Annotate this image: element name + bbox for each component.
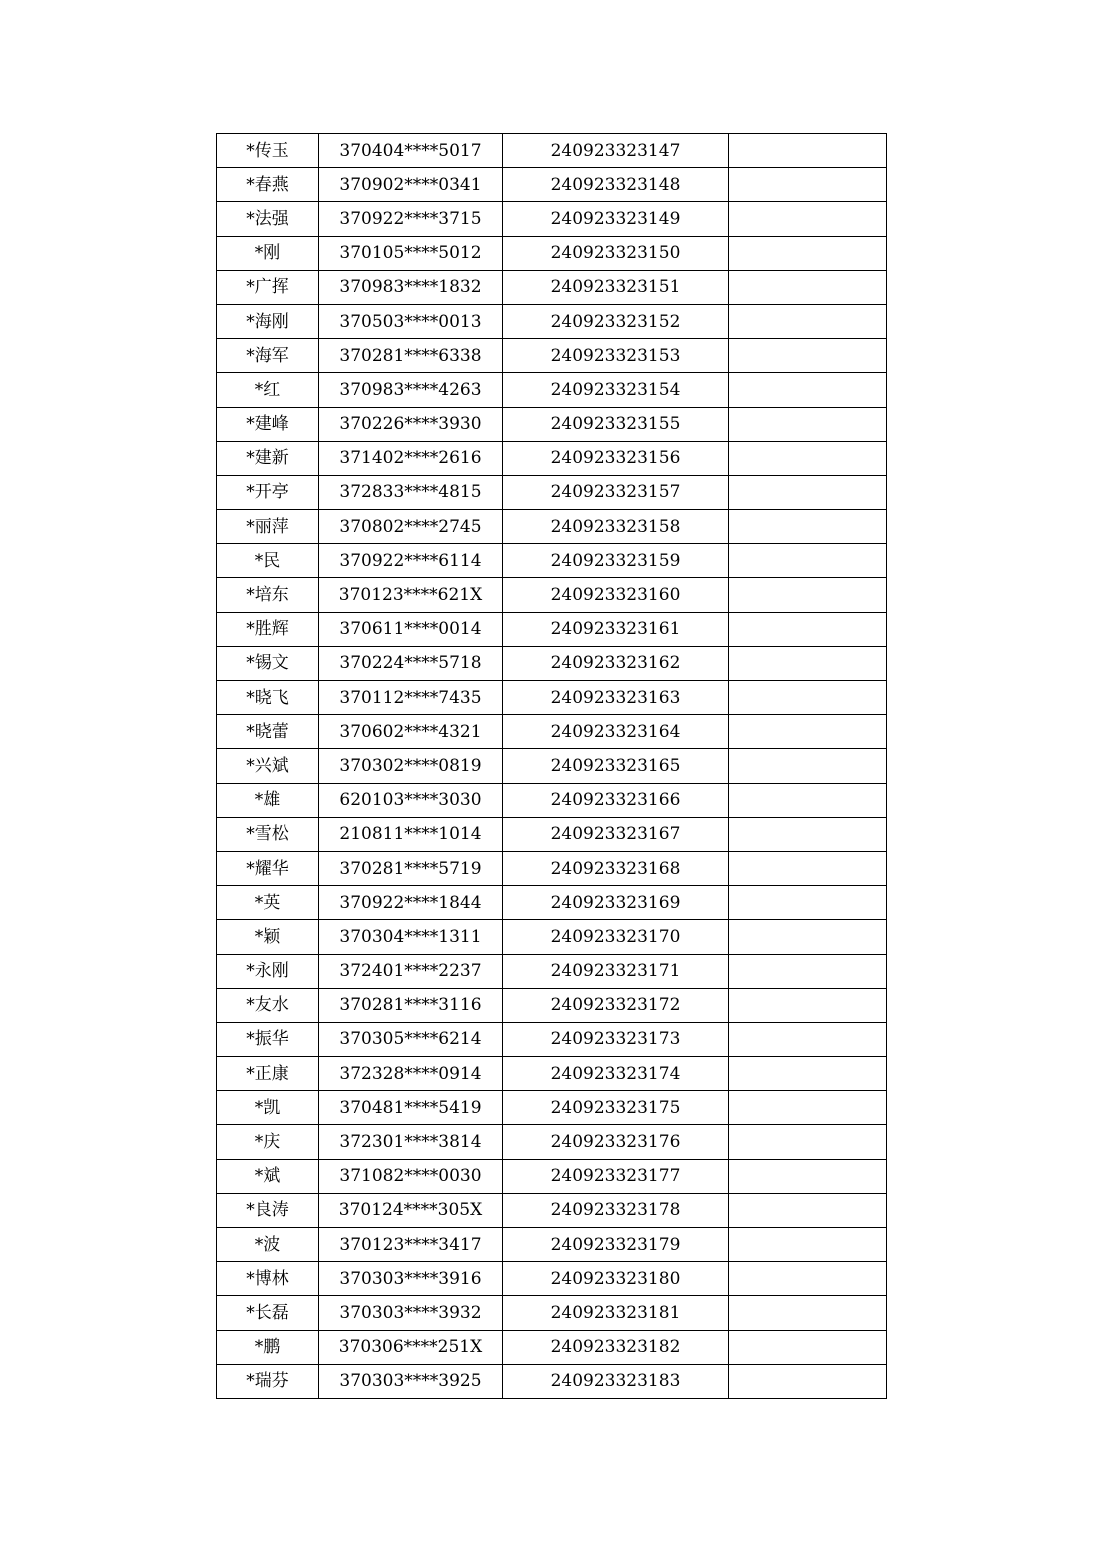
name-cell: *正康 [217, 1057, 319, 1091]
name-cell: *良涛 [217, 1193, 319, 1227]
certificate-number-cell: 240923323165 [503, 749, 729, 783]
id-number-cell: 370305****6214 [319, 1022, 503, 1056]
id-number-cell: 371402****2616 [319, 441, 503, 475]
name-cell: *建峰 [217, 407, 319, 441]
certificate-number-cell: 240923323166 [503, 783, 729, 817]
remarks-cell [729, 1057, 887, 1091]
table-row [217, 1228, 887, 1262]
id-number-cell: 370922****3715 [319, 202, 503, 236]
id-number-cell: 370281****5719 [319, 851, 503, 885]
name-cell: *兴斌 [217, 749, 319, 783]
id-number-cell: 370902****0341 [319, 168, 503, 202]
certificate-number-cell: 240923323149 [503, 202, 729, 236]
name-cell: *红 [217, 373, 319, 407]
name-cell: *博林 [217, 1262, 319, 1296]
id-number-cell: 370306****251X [319, 1330, 503, 1364]
remarks-cell [729, 544, 887, 578]
roster-table [216, 133, 887, 1399]
remarks-cell [729, 270, 887, 304]
certificate-number-cell: 240923323178 [503, 1193, 729, 1227]
id-number-cell: 370602****4321 [319, 715, 503, 749]
remarks-cell [729, 475, 887, 509]
remarks-cell [729, 407, 887, 441]
certificate-number-cell: 240923323167 [503, 817, 729, 851]
certificate-number-cell: 240923323161 [503, 612, 729, 646]
certificate-number-cell: 240923323164 [503, 715, 729, 749]
id-number-cell: 370404****5017 [319, 134, 503, 168]
table-row [217, 715, 887, 749]
table-row [217, 510, 887, 544]
certificate-number-cell: 240923323183 [503, 1364, 729, 1398]
name-cell: *永刚 [217, 954, 319, 988]
remarks-cell [729, 1262, 887, 1296]
certificate-number-cell: 240923323151 [503, 270, 729, 304]
certificate-number-cell: 240923323157 [503, 475, 729, 509]
name-cell: *长磊 [217, 1296, 319, 1330]
table-row [217, 1022, 887, 1056]
remarks-cell [729, 1193, 887, 1227]
certificate-number-cell: 240923323147 [503, 134, 729, 168]
remarks-cell [729, 988, 887, 1022]
remarks-cell [729, 134, 887, 168]
name-cell: *斌 [217, 1159, 319, 1193]
remarks-cell [729, 886, 887, 920]
id-number-cell: 370226****3930 [319, 407, 503, 441]
certificate-number-cell: 240923323150 [503, 236, 729, 270]
remarks-cell [729, 1228, 887, 1262]
table-row [217, 475, 887, 509]
certificate-number-cell: 240923323163 [503, 681, 729, 715]
name-cell: *振华 [217, 1022, 319, 1056]
table-row [217, 236, 887, 270]
table-row [217, 1262, 887, 1296]
name-cell: *法强 [217, 202, 319, 236]
table-row [217, 270, 887, 304]
remarks-cell [729, 783, 887, 817]
certificate-number-cell: 240923323175 [503, 1091, 729, 1125]
certificate-number-cell: 240923323154 [503, 373, 729, 407]
remarks-cell [729, 612, 887, 646]
table-row [217, 1296, 887, 1330]
id-number-cell: 370105****5012 [319, 236, 503, 270]
table-row [217, 783, 887, 817]
id-number-cell: 370302****0819 [319, 749, 503, 783]
id-number-cell: 370611****0014 [319, 612, 503, 646]
table-row [217, 578, 887, 612]
name-cell: *友水 [217, 988, 319, 1022]
certificate-number-cell: 240923323177 [503, 1159, 729, 1193]
id-number-cell: 370303****3932 [319, 1296, 503, 1330]
table-row [217, 612, 887, 646]
table-row [217, 749, 887, 783]
remarks-cell [729, 510, 887, 544]
remarks-cell [729, 715, 887, 749]
certificate-number-cell: 240923323180 [503, 1262, 729, 1296]
certificate-number-cell: 240923323152 [503, 304, 729, 338]
remarks-cell [729, 373, 887, 407]
table-row [217, 920, 887, 954]
id-number-cell: 370922****6114 [319, 544, 503, 578]
id-number-cell: 210811****1014 [319, 817, 503, 851]
table-row [217, 1091, 887, 1125]
remarks-cell [729, 1159, 887, 1193]
id-number-cell: 370983****1832 [319, 270, 503, 304]
remarks-cell [729, 851, 887, 885]
table-row [217, 681, 887, 715]
certificate-number-cell: 240923323176 [503, 1125, 729, 1159]
id-number-cell: 372301****3814 [319, 1125, 503, 1159]
id-number-cell: 370281****6338 [319, 339, 503, 373]
name-cell: *建新 [217, 441, 319, 475]
id-number-cell: 370123****621X [319, 578, 503, 612]
id-number-cell: 372328****0914 [319, 1057, 503, 1091]
remarks-cell [729, 339, 887, 373]
certificate-number-cell: 240923323155 [503, 407, 729, 441]
id-number-cell: 370124****305X [319, 1193, 503, 1227]
table-row [217, 407, 887, 441]
remarks-cell [729, 646, 887, 680]
id-number-cell: 370224****5718 [319, 646, 503, 680]
certificate-number-cell: 240923323182 [503, 1330, 729, 1364]
certificate-number-cell: 240923323172 [503, 988, 729, 1022]
id-number-cell: 370281****3116 [319, 988, 503, 1022]
certificate-number-cell: 240923323148 [503, 168, 729, 202]
table-row [217, 168, 887, 202]
remarks-cell [729, 1091, 887, 1125]
name-cell: *颖 [217, 920, 319, 954]
certificate-number-cell: 240923323162 [503, 646, 729, 680]
name-cell: *波 [217, 1228, 319, 1262]
name-cell: *民 [217, 544, 319, 578]
name-cell: *海军 [217, 339, 319, 373]
table-row [217, 373, 887, 407]
certificate-number-cell: 240923323158 [503, 510, 729, 544]
remarks-cell [729, 920, 887, 954]
name-cell: *开亭 [217, 475, 319, 509]
table-row [217, 646, 887, 680]
certificate-number-cell: 240923323170 [503, 920, 729, 954]
table-row [217, 851, 887, 885]
remarks-cell [729, 1125, 887, 1159]
id-number-cell: 371082****0030 [319, 1159, 503, 1193]
name-cell: *鹏 [217, 1330, 319, 1364]
name-cell: *锡文 [217, 646, 319, 680]
name-cell: *海刚 [217, 304, 319, 338]
remarks-cell [729, 236, 887, 270]
name-cell: *瑞芬 [217, 1364, 319, 1398]
remarks-cell [729, 749, 887, 783]
remarks-cell [729, 168, 887, 202]
id-number-cell: 372401****2237 [319, 954, 503, 988]
id-number-cell: 370303****3916 [319, 1262, 503, 1296]
certificate-number-cell: 240923323160 [503, 578, 729, 612]
name-cell: *刚 [217, 236, 319, 270]
id-number-cell: 370503****0013 [319, 304, 503, 338]
certificate-number-cell: 240923323171 [503, 954, 729, 988]
name-cell: *广挥 [217, 270, 319, 304]
name-cell: *丽萍 [217, 510, 319, 544]
name-cell: *传玉 [217, 134, 319, 168]
remarks-cell [729, 1296, 887, 1330]
table-row [217, 1125, 887, 1159]
table-row [217, 1364, 887, 1398]
table-row [217, 544, 887, 578]
certificate-number-cell: 240923323168 [503, 851, 729, 885]
remarks-cell [729, 1364, 887, 1398]
name-cell: *培东 [217, 578, 319, 612]
certificate-number-cell: 240923323174 [503, 1057, 729, 1091]
remarks-cell [729, 202, 887, 236]
name-cell: *晓蕾 [217, 715, 319, 749]
roster-table-body [217, 134, 887, 1399]
table-row [217, 202, 887, 236]
certificate-number-cell: 240923323169 [503, 886, 729, 920]
name-cell: *耀华 [217, 851, 319, 885]
id-number-cell: 370983****4263 [319, 373, 503, 407]
id-number-cell: 370123****3417 [319, 1228, 503, 1262]
id-number-cell: 370304****1311 [319, 920, 503, 954]
certificate-number-cell: 240923323153 [503, 339, 729, 373]
name-cell: *春燕 [217, 168, 319, 202]
name-cell: *凯 [217, 1091, 319, 1125]
remarks-cell [729, 681, 887, 715]
remarks-cell [729, 1022, 887, 1056]
certificate-number-cell: 240923323159 [503, 544, 729, 578]
table-row [217, 339, 887, 373]
table-row [217, 441, 887, 475]
table-row [217, 1159, 887, 1193]
name-cell: *雪松 [217, 817, 319, 851]
certificate-number-cell: 240923323173 [503, 1022, 729, 1056]
table-row [217, 954, 887, 988]
remarks-cell [729, 441, 887, 475]
id-number-cell: 370112****7435 [319, 681, 503, 715]
table-row [217, 886, 887, 920]
certificate-number-cell: 240923323179 [503, 1228, 729, 1262]
id-number-cell: 370481****5419 [319, 1091, 503, 1125]
table-row [217, 817, 887, 851]
certificate-number-cell: 240923323156 [503, 441, 729, 475]
table-row [217, 988, 887, 1022]
id-number-cell: 620103****3030 [319, 783, 503, 817]
table-row [217, 1330, 887, 1364]
name-cell: *英 [217, 886, 319, 920]
certificate-number-cell: 240923323181 [503, 1296, 729, 1330]
id-number-cell: 370922****1844 [319, 886, 503, 920]
table-row [217, 1057, 887, 1091]
remarks-cell [729, 954, 887, 988]
table-row [217, 304, 887, 338]
name-cell: *晓飞 [217, 681, 319, 715]
name-cell: *庆 [217, 1125, 319, 1159]
remarks-cell [729, 304, 887, 338]
remarks-cell [729, 817, 887, 851]
id-number-cell: 370802****2745 [319, 510, 503, 544]
id-number-cell: 370303****3925 [319, 1364, 503, 1398]
table-row [217, 1193, 887, 1227]
remarks-cell [729, 1330, 887, 1364]
name-cell: *胜辉 [217, 612, 319, 646]
remarks-cell [729, 578, 887, 612]
name-cell: *雄 [217, 783, 319, 817]
id-number-cell: 372833****4815 [319, 475, 503, 509]
table-row [217, 134, 887, 168]
